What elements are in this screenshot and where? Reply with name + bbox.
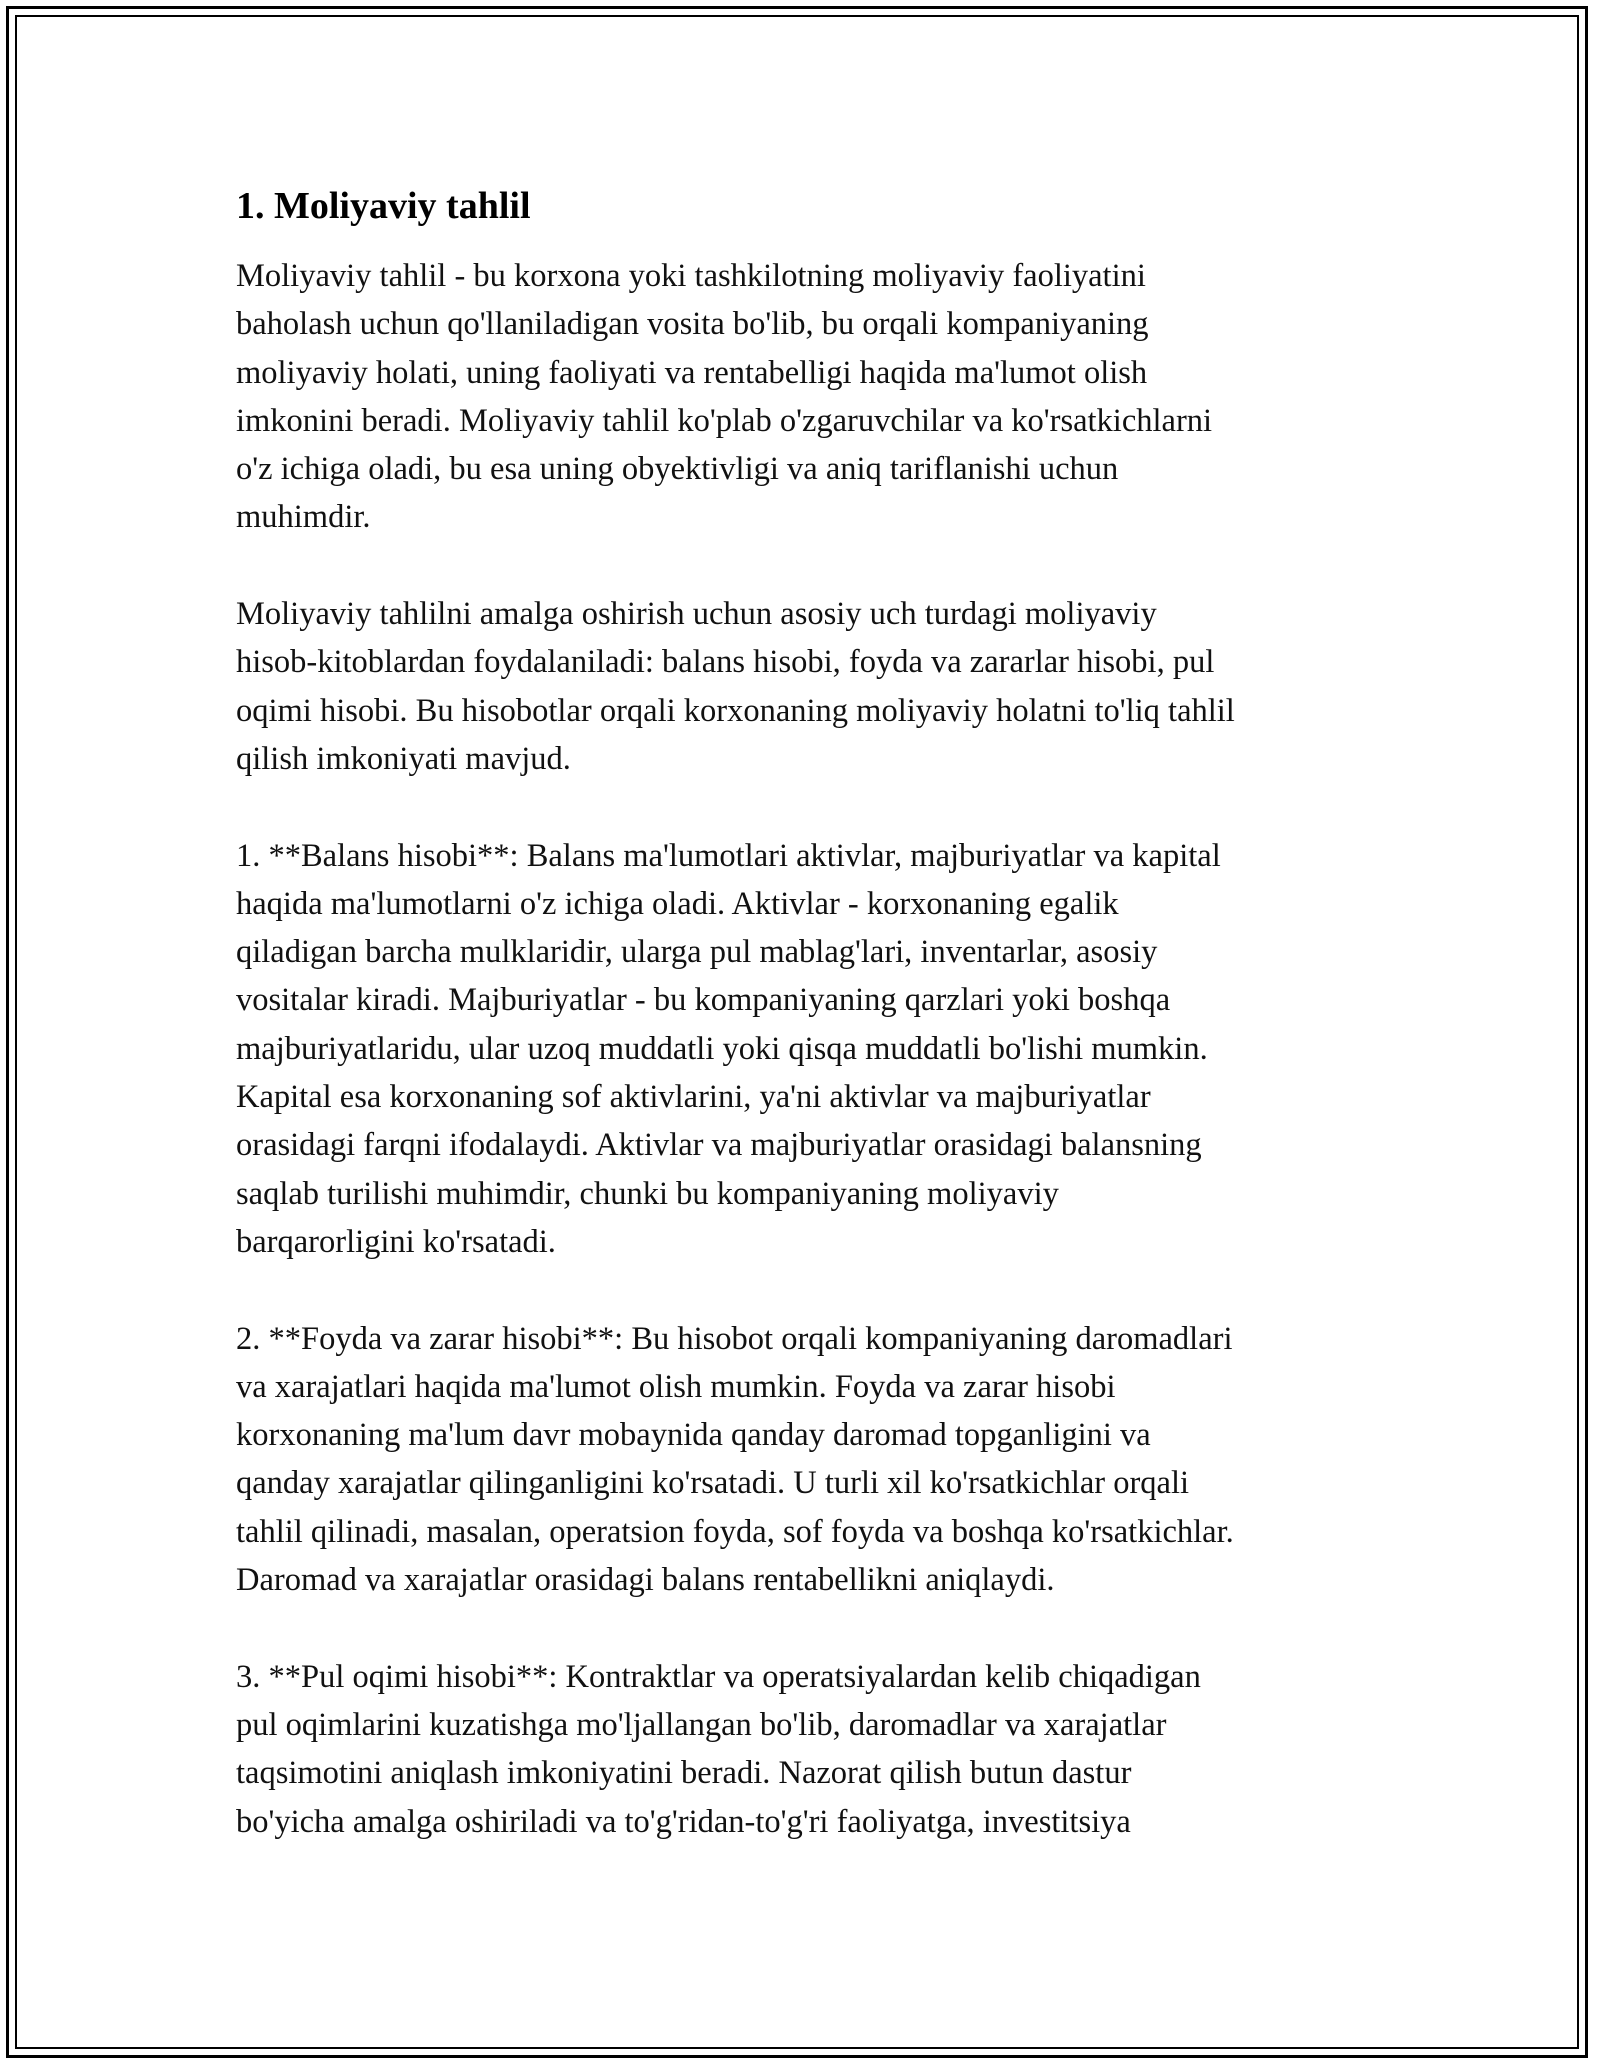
- paragraph-line: bo'yicha amalga oshiriladi va to'g'ridan-to'g'ri faoliyatga, investitsiya: [236, 1803, 1131, 1840]
- paragraph-line: qilish imkoniyati mavjud.: [236, 740, 571, 777]
- paragraph-line: 2. **Foyda va zarar hisobi**: Bu hisobot orqali kompaniyaning daromadlari: [236, 1320, 1233, 1357]
- paragraph-3: [236, 832, 1376, 1267]
- paragraph-2: [236, 590, 1376, 783]
- document-body: [236, 182, 1376, 1894]
- paragraph-line: hisob-kitoblardan foydalaniladi: balans hisobi, foyda va zararlar hisobi, pul: [236, 644, 1215, 681]
- paragraph-line: Kapital esa korxonaning sof aktivlarini, ya'ni aktivlar va majburiyatlar: [236, 1079, 1151, 1116]
- paragraph-line: moliyaviy holati, uning faoliyati va rentabelligi haqida ma'lumot olish: [236, 354, 1148, 391]
- section-heading: 1. Moliyaviy tahlil: [236, 185, 531, 227]
- paragraph-1: [236, 252, 1376, 542]
- paragraph-line: qanday xarajatlar qilinganligini ko'rsatadi. U turli xil ko'rsatkichlar orqali: [236, 1465, 1190, 1502]
- paragraph-line: oqimi hisobi. Bu hisobotlar orqali korxonaning moliyaviy holatni to'liq tahlil: [236, 692, 1235, 729]
- paragraph-line: baholash uchun qo'llaniladigan vosita bo'lib, bu orqali kompaniyaning: [236, 306, 1149, 343]
- paragraph-line: imkonini beradi. Moliyaviy tahlil ko'plab o'zgaruvchilar va ko'rsatkichlarni: [236, 402, 1213, 439]
- paragraph-line: haqida ma'lumotlarni o'z ichiga oladi. Aktivlar - korxonaning egalik: [236, 885, 1119, 922]
- paragraph-line: Moliyaviy tahlilni amalga oshirish uchun asosiy uch turdagi moliyaviy: [236, 596, 1157, 633]
- paragraph-line: orasidagi farqni ifodalaydi. Aktivlar va majburiyatlar orasidagi balansning: [236, 1127, 1202, 1164]
- paragraph-line: Daromad va xarajatlar orasidagi balans rentabellikni aniqlaydi.: [236, 1562, 1055, 1599]
- paragraph-line: korxonaning ma'lum davr mobaynida qanday daromad topganligini va: [236, 1417, 1151, 1454]
- paragraph-list: [236, 252, 1376, 1846]
- paragraph-4: [236, 1315, 1376, 1605]
- paragraph-line: taqsimotini aniqlash imkoniyatini beradi. Nazorat qilish butun dastur: [236, 1755, 1132, 1792]
- paragraph-line: 1. **Balans hisobi**: Balans ma'lumotlari aktivlar, majburiyatlar va kapital: [236, 837, 1221, 874]
- paragraph-5: [236, 1653, 1376, 1846]
- paragraph-line: Moliyaviy tahlil - bu korxona yoki tashkilotning moliyaviy faoliyatini: [236, 258, 1146, 294]
- paragraph-line: va xarajatlari haqida ma'lumot olish mumkin. Foyda va zarar hisobi: [236, 1368, 1116, 1405]
- paragraph-line: pul oqimlarini kuzatishga mo'ljallangan bo'lib, daromadlar va xarajatlar: [236, 1706, 1167, 1743]
- paragraph-line: tahlil qilinadi, masalan, operatsion foyda, sof foyda va boshqa ko'rsatkichlar.: [236, 1513, 1234, 1550]
- paragraph-line: 3. **Pul oqimi hisobi**: Kontraktlar va operatsiyalardan kelib chiqadigan: [236, 1658, 1201, 1695]
- paragraph-line: qiladigan barcha mulklaridir, ularga pul mablag'lari, inventarlar, asosiy: [236, 934, 1158, 971]
- paragraph-line: o'z ichiga oladi, bu esa uning obyektivligi va aniq tariflanishi uchun: [236, 451, 1119, 488]
- paragraph-line: majburiyatlaridu, ular uzoq muddatli yoki qisqa muddatli bo'lishi mumkin.: [236, 1030, 1208, 1067]
- paragraph-line: saqlab turilishi muhimdir, chunki bu kompaniyaning moliyaviy: [236, 1175, 1059, 1212]
- paragraph-line: vositalar kiradi. Majburiyatlar - bu kompaniyaning qarzlari yoki boshqa: [236, 982, 1171, 1019]
- paragraph-line: muhimdir.: [236, 499, 371, 536]
- paragraph-line: barqarorligini ko'rsatadi.: [236, 1223, 556, 1260]
